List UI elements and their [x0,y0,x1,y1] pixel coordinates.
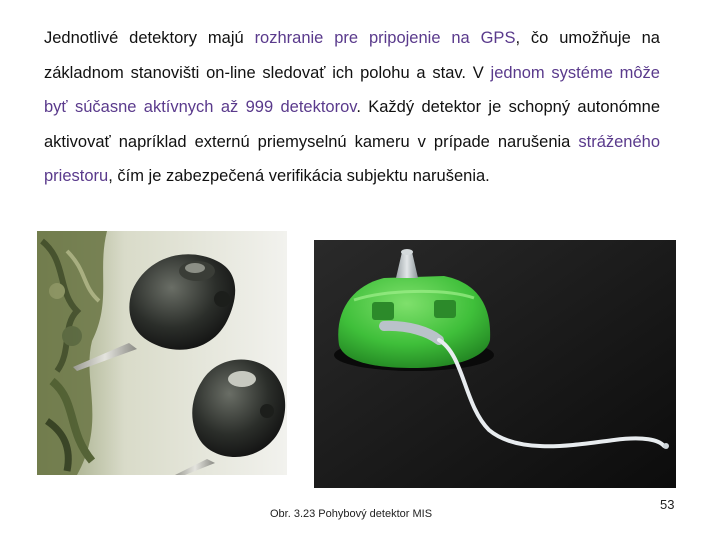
text-run: , čím je zabezpečená verifikácia subjektu narušenia. [108,167,490,186]
text-run-highlight: stráženého priestoru [44,132,660,186]
text-run-highlight: jednom systéme môže byť súčasne aktívnych až 999 detektorov [44,63,660,117]
text-run: , čo umožňuje na základnom stanovišti on-line sledovať ich polohu a stav. V [44,29,660,82]
text-run-highlight: rozhranie pre pripojenie na GPS [254,29,516,47]
text-run: . Každý detektor je schopný autonómne aktivovať napríklad externú priemyselnú kameru v prípade narušenia [44,98,660,151]
photo-green-detector [314,240,676,488]
figure-caption: Obr. 3.23 Pohybový detektor MIS [270,508,433,520]
photo-dark-detectors [37,231,287,475]
text-run: Jednotlivé detektory majú [44,29,255,47]
body-paragraph [44,21,660,194]
page-number: 53 [660,497,675,512]
